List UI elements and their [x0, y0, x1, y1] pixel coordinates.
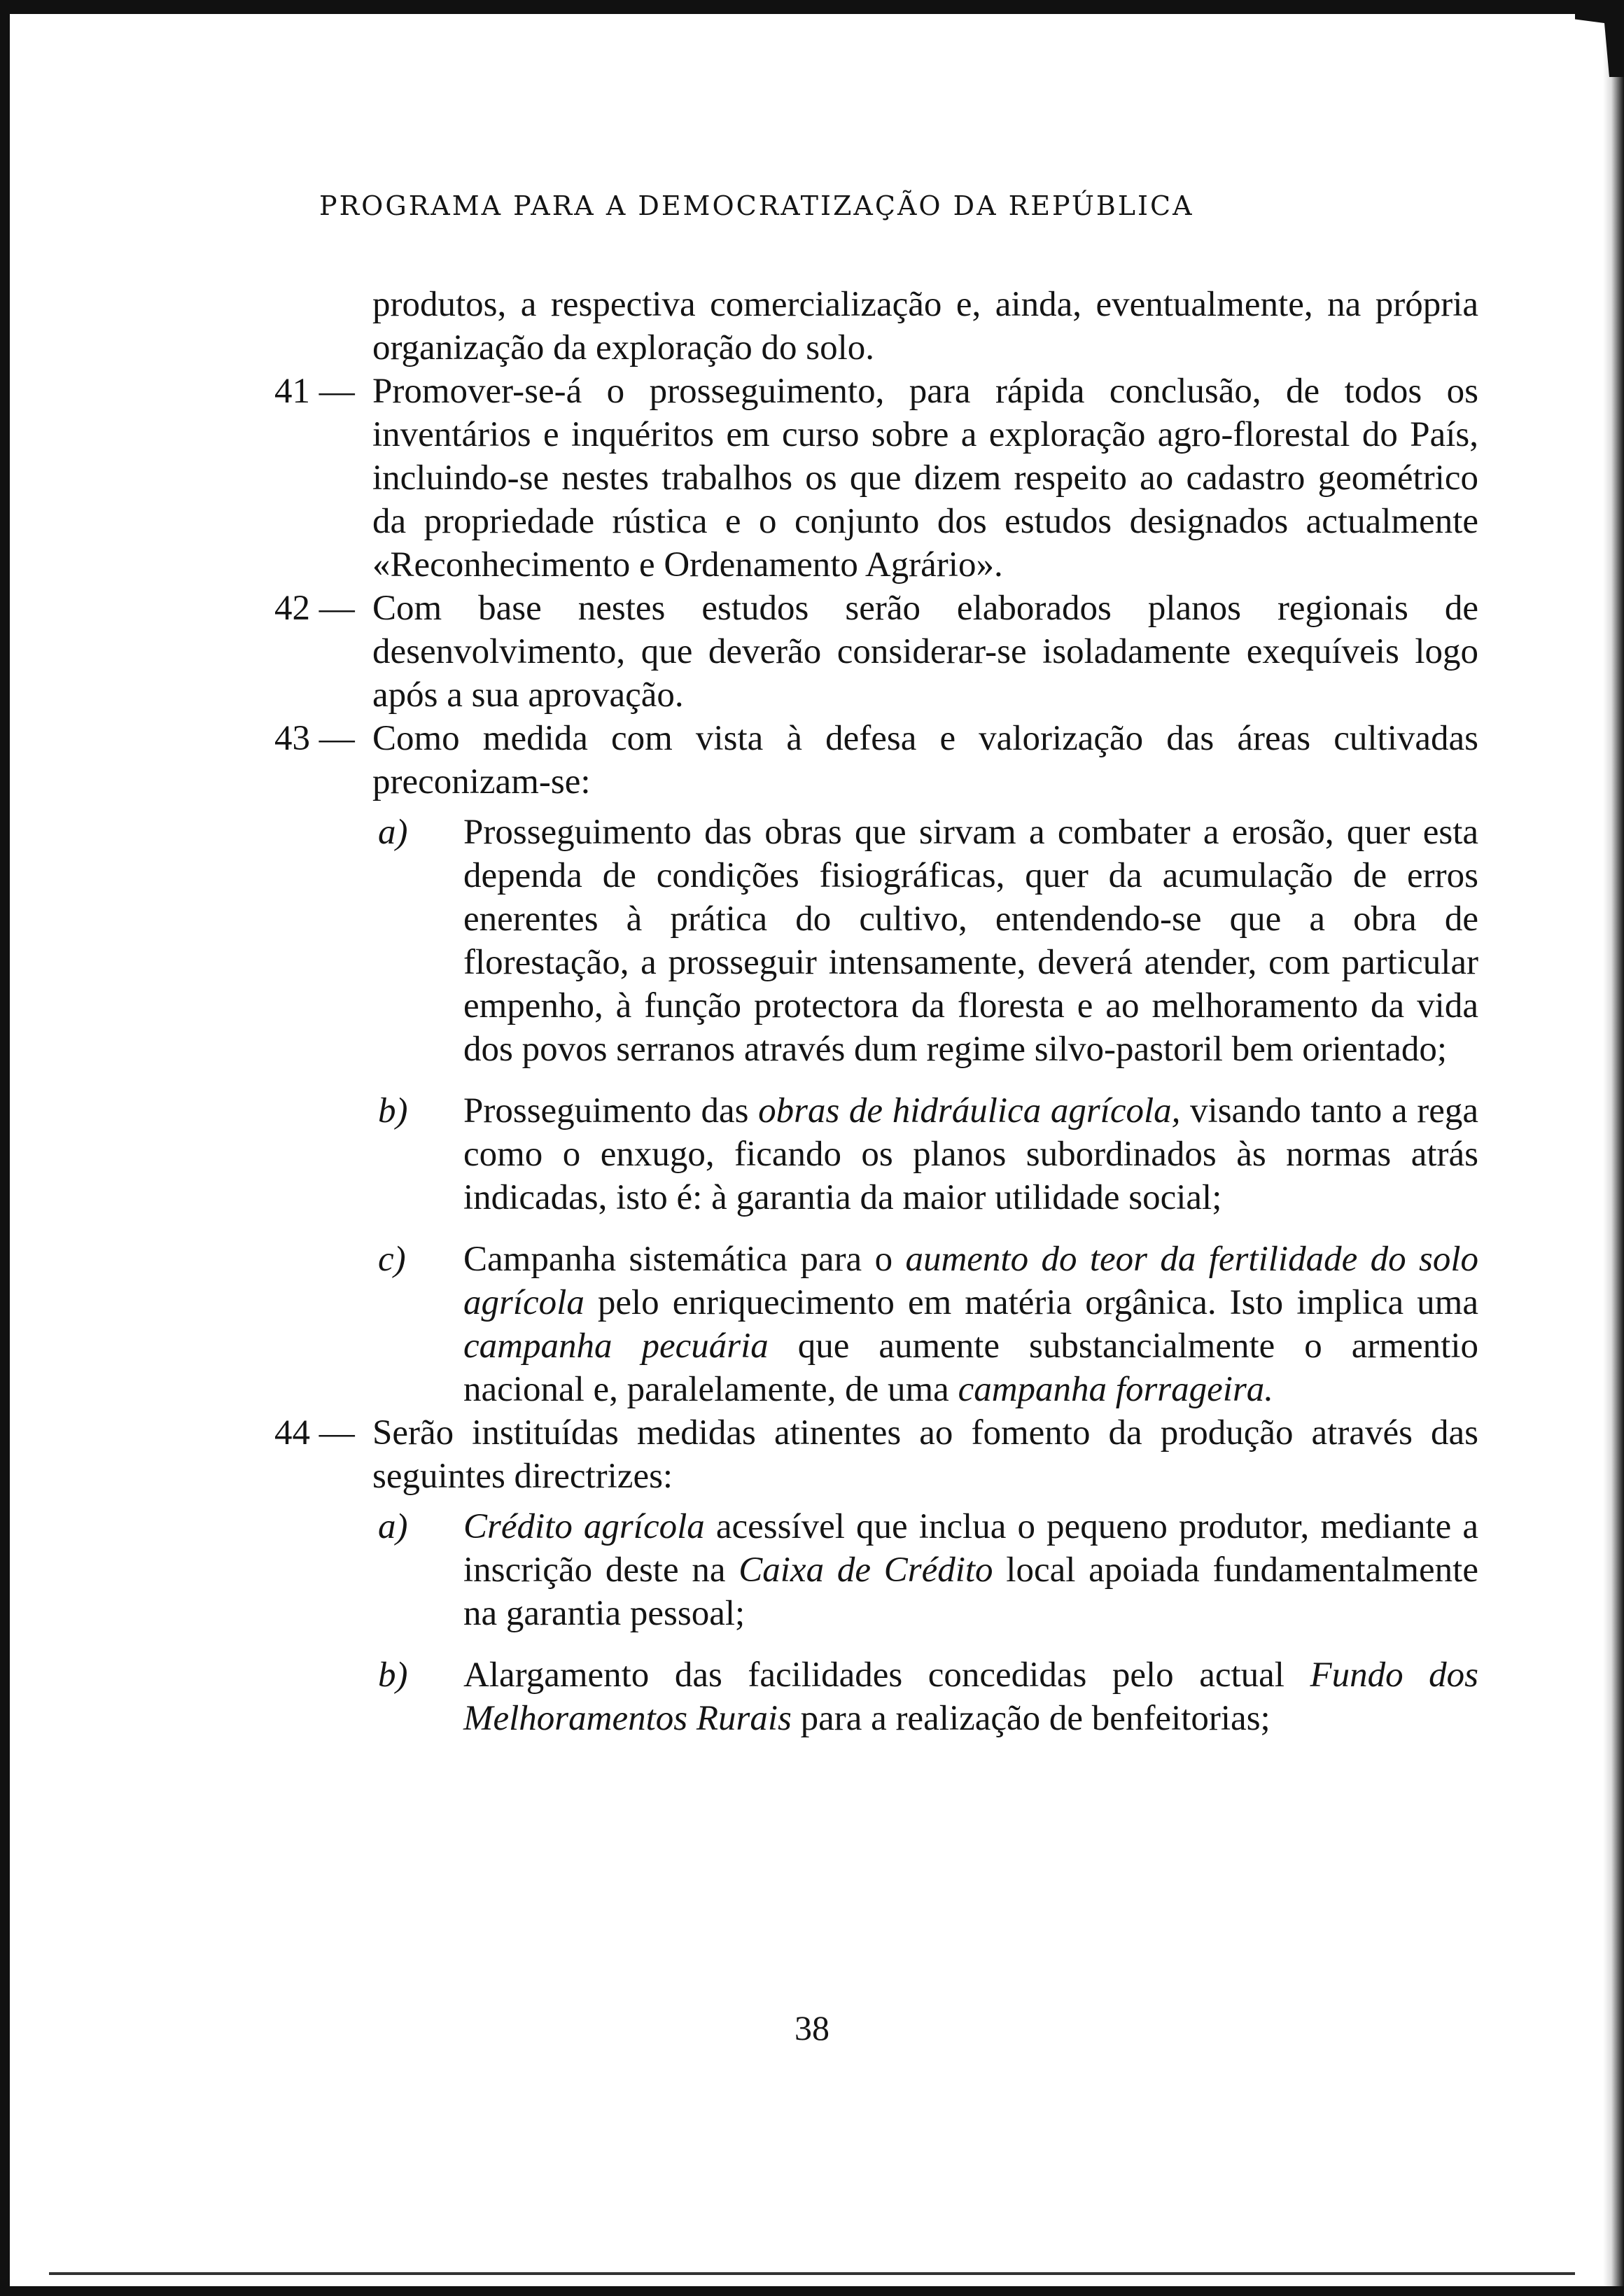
- item-number: 41 —: [274, 372, 355, 411]
- sub-letter: b): [378, 1091, 408, 1130]
- sub-emphasis: campanha pecuária: [463, 1326, 769, 1366]
- sub-text: Alargamento das facilidades concedidas pelo actual: [463, 1656, 1310, 1695]
- item-41: [274, 370, 1478, 587]
- scan-border-right: [1603, 0, 1624, 2296]
- item-44: [274, 1411, 1478, 1498]
- item-text: Como medida com vista à defesa e valorização das áreas cultivadas preconizam-se:: [372, 719, 1478, 802]
- item-43-a: [274, 811, 1478, 1071]
- continuation-paragraph: produtos, a respectiva comercialização e, ainda, eventualmente, na própria organização da exploração do solo.: [372, 285, 1478, 368]
- scan-bottom-rule: [49, 2272, 1575, 2275]
- sub-text: acessível que inclua o pequeno produtor, mediante a inscrição deste na: [463, 1507, 1478, 1590]
- item-44-a: [274, 1505, 1478, 1635]
- scan-border-left: [0, 0, 10, 2296]
- running-header: PROGRAMA PARA A DEMOCRATIZAÇÃO DA REPÚBLICA: [319, 190, 1194, 221]
- sub-text: visando tanto a rega como o enxugo, ficando os planos subordinados às normas atrás indicadas, isto é: à garantia da maior utilidade social;: [463, 1091, 1478, 1217]
- item-43-c: [274, 1238, 1478, 1411]
- scan-border-bottom: [0, 2286, 1624, 2296]
- item-number: 42 —: [274, 589, 355, 628]
- sub-text: pelo enriquecimento em matéria orgânica. Isto implica uma: [584, 1283, 1478, 1322]
- sub-emphasis: obras de hidráulica agrícola,: [758, 1091, 1181, 1130]
- page-body: [274, 283, 1478, 1740]
- sub-text: Prosseguimento das: [463, 1091, 759, 1130]
- sub-letter: a): [378, 1507, 408, 1546]
- sub-text: Campanha sistemática para o: [463, 1240, 906, 1279]
- item-42: [274, 587, 1478, 717]
- item-text: Serão instituídas medidas atinentes ao fomento da produção através das seguintes directrizes:: [372, 1413, 1478, 1496]
- page-number: 38: [794, 2008, 830, 2047]
- item-44-b: [274, 1653, 1478, 1740]
- sub-letter: b): [378, 1656, 408, 1695]
- sub-letter: c): [378, 1240, 406, 1279]
- sub-emphasis: Caixa de Crédito: [738, 1550, 993, 1590]
- sub-emphasis: campanha forrageira.: [958, 1370, 1274, 1409]
- item-text: Com base nestes estudos serão elaborados planos regionais de desenvolvimento, que deverão considerar-se isoladamente exequíveis logo após a sua aprovação.: [372, 589, 1478, 715]
- sub-emphasis: aumento do teor da fertilidade do solo agrícola: [463, 1240, 1478, 1322]
- scan-border-corner: [1575, 0, 1624, 77]
- sub-text: para a realização de benfeitorias;: [791, 1699, 1270, 1738]
- item-43: [274, 717, 1478, 804]
- item-number: 44 —: [274, 1413, 355, 1452]
- item-number: 43 —: [274, 719, 355, 758]
- sub-text: que aumente substancialmente o armentio nacional e, paralelamente, de uma: [463, 1326, 1478, 1409]
- item-text: Promover-se-á o prosseguimento, para rápida conclusão, de todos os inventários e inquéritos em curso sobre a exploração agro-florestal do País, incluindo-se nestes trabalhos os que dizem respeito ao cadastro geométrico da propriedade rústica e o conjunto dos estudos designados actualmente «Reconhecimento e Ordenamento Agrário».: [372, 372, 1478, 584]
- sub-letter: a): [378, 813, 408, 852]
- sub-emphasis: Crédito agrícola: [463, 1507, 705, 1546]
- sub-text: Prosseguimento das obras que sirvam a combater a erosão, quer esta dependa de condições fisiográficas, quer da acumulação de erros enerentes à prática do cultivo, entendendo-se que a obra de florestação, a prosseguir intensamente, deverá atender, com particular empenho, à função protectora da floresta e ao melhoramento da vida dos povos serranos através dum regime silvo-pastoril bem orientado;: [463, 813, 1478, 1069]
- sub-emphasis: Fundo dos Melhoramentos Rurais: [463, 1656, 1478, 1738]
- scan-border-top: [0, 0, 1624, 14]
- item-43-b: [274, 1089, 1478, 1219]
- sub-text: local apoiada fundamentalmente na garantia pessoal;: [463, 1550, 1478, 1633]
